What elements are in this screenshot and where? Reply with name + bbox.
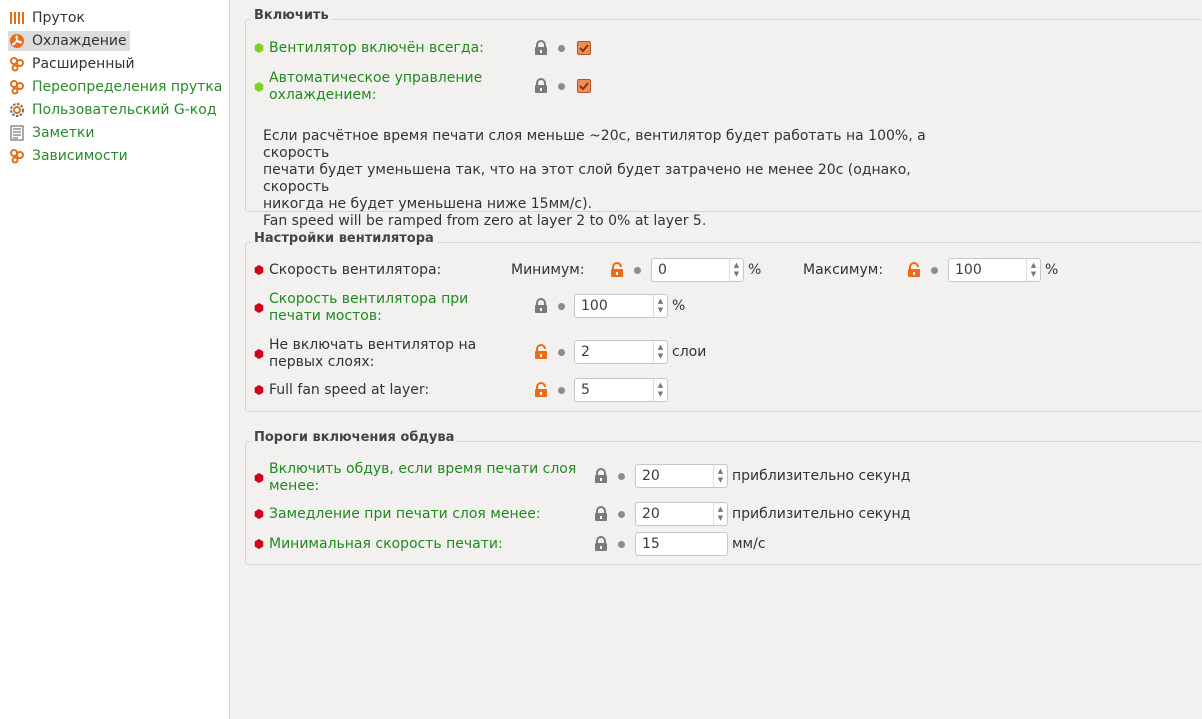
lock-closed-icon[interactable] — [534, 40, 548, 56]
min-print-speed-label: Минимальная скорость печати: — [269, 535, 503, 552]
sidebar-item-custom-gcode[interactable] — [8, 100, 220, 120]
group-cooling-thresholds — [245, 430, 1202, 565]
enable-fan-below-input[interactable] — [635, 464, 728, 488]
input-value: 100 — [581, 298, 608, 314]
percent-unit: % — [672, 298, 686, 314]
full-fan-speed-layer-label: Full fan speed at layer: — [269, 381, 430, 398]
label-line2: печати мостов: — [269, 308, 382, 324]
row-slowdown-below — [254, 502, 541, 526]
spin-arrows[interactable]: ▲ ▼ — [713, 465, 727, 487]
red-status-icon — [254, 385, 264, 395]
layers-unit: слои — [672, 344, 707, 360]
fan-speed-label: Скорость вентилятора: — [269, 261, 442, 278]
spin-arrows[interactable]: ▲ ▼ — [653, 341, 667, 363]
system-value-dot[interactable] — [618, 473, 625, 480]
bridge-fan-speed-label — [269, 291, 468, 325]
label-line2: менее: — [269, 478, 320, 494]
sidebar-item-label: Заметки — [32, 125, 95, 141]
label-line1: Включить обдув, если время печати слоя — [269, 461, 577, 477]
spin-arrows[interactable]: ▲ ▼ — [729, 259, 743, 281]
group-title: Включить — [251, 8, 332, 23]
slowdown-below-input[interactable] — [635, 502, 728, 526]
settings-panel — [245, 0, 1202, 719]
description-line: печати будет уменьшена так, что на этот слой будет затрачено не менее 20с (однако, скорость — [263, 162, 911, 195]
spin-arrows[interactable]: ▲ ▼ — [653, 379, 667, 401]
spin-arrows[interactable]: ▲ ▼ — [713, 503, 727, 525]
bridge-fan-speed-input[interactable] — [574, 294, 668, 318]
lock-open-icon[interactable] — [534, 344, 548, 360]
cooling-description — [263, 128, 963, 230]
label-line2: первых слоях: — [269, 354, 375, 370]
row-disable-fan-first-layers — [254, 336, 476, 372]
max-fan-speed-input[interactable] — [948, 258, 1041, 282]
min-label: Минимум: — [511, 262, 585, 278]
auto-cooling-checkbox[interactable] — [577, 79, 591, 93]
label-line1: Не включать вентилятор на — [269, 337, 477, 353]
lock-open-icon[interactable] — [534, 382, 548, 398]
auto-cooling-label-line1: Автоматическое управление — [269, 70, 483, 86]
cooling-fan-icon — [8, 32, 26, 50]
label-line1: Скорость вентилятора при — [269, 291, 469, 307]
group-fan-settings — [245, 231, 1202, 412]
group-title: Настройки вентилятора — [251, 231, 437, 246]
group-title: Пороги включения обдува — [251, 430, 457, 445]
min-fan-speed-input[interactable] — [651, 258, 744, 282]
sidebar-item-label: Охлаждение — [32, 33, 127, 49]
fan-always-on-checkbox[interactable] — [577, 41, 591, 55]
system-value-dot[interactable] — [558, 45, 565, 52]
spin-arrows[interactable]: ▲ ▼ — [1026, 259, 1040, 281]
spin-arrows[interactable]: ▲ ▼ — [653, 295, 667, 317]
sidebar-item-cooling[interactable] — [8, 31, 130, 51]
filament-icon — [8, 9, 26, 27]
lock-open-icon[interactable] — [907, 262, 921, 278]
seconds-unit: приблизительно секунд — [732, 506, 911, 522]
slowdown-below-label: Замедление при печати слоя менее: — [269, 505, 541, 522]
fan-always-on-label: Вентилятор включён всегда: — [269, 39, 484, 56]
row-min-print-speed — [254, 532, 503, 556]
overrides-cogs-icon — [8, 78, 26, 96]
red-status-icon — [254, 265, 264, 275]
sidebar-item-filament[interactable] — [8, 8, 88, 28]
input-value: 20 — [642, 506, 660, 522]
sidebar-item-label: Расширенный — [32, 56, 135, 72]
lock-closed-icon[interactable] — [534, 298, 548, 314]
row-fan-speed — [254, 258, 441, 282]
system-value-dot[interactable] — [634, 267, 641, 274]
percent-unit: % — [748, 262, 762, 278]
sidebar-item-label: Пруток — [32, 10, 85, 26]
sidebar-item-label: Пользовательский G-код — [32, 102, 217, 118]
description-line: никогда не будет уменьшена ниже 15мм/с). — [263, 196, 593, 212]
system-value-dot[interactable] — [931, 267, 938, 274]
description-line: Если расчётное время печати слоя меньше ~20с, вентилятор будет работать на 100%, а скорость — [263, 128, 926, 161]
system-value-dot[interactable] — [558, 349, 565, 356]
disable-fan-first-layers-label — [269, 337, 476, 371]
sidebar-item-dependencies[interactable] — [8, 146, 131, 166]
auto-cooling-label-line2: охлаждением: — [269, 87, 377, 103]
green-status-icon — [254, 82, 264, 92]
sidebar-item-advanced[interactable] — [8, 54, 138, 74]
advanced-cogs-icon — [8, 55, 26, 73]
input-value: 5 — [581, 382, 590, 398]
lock-closed-icon[interactable] — [594, 468, 608, 484]
description-line: Fan speed will be ramped from zero at layer 2 to 0% at layer 5. — [263, 213, 707, 229]
lock-closed-icon[interactable] — [594, 536, 608, 552]
sidebar-item-notes[interactable] — [8, 123, 97, 143]
system-value-dot[interactable] — [558, 83, 565, 90]
row-bridge-fan-speed — [254, 290, 468, 326]
red-status-icon — [254, 509, 264, 519]
system-value-dot[interactable] — [618, 511, 625, 518]
green-status-icon — [254, 43, 264, 53]
sidebar — [0, 0, 230, 719]
group-enable — [245, 8, 1202, 229]
row-full-fan-speed-layer — [254, 378, 429, 402]
notes-icon — [8, 124, 26, 142]
gcode-gear-icon — [8, 101, 26, 119]
red-status-icon — [254, 349, 264, 359]
sidebar-item-overrides[interactable] — [8, 77, 225, 97]
red-status-icon — [254, 473, 264, 483]
sidebar-item-label: Зависимости — [32, 148, 128, 164]
min-print-speed-input[interactable] — [635, 532, 728, 556]
speed-unit: мм/с — [732, 536, 766, 552]
system-value-dot[interactable] — [618, 541, 625, 548]
disable-fan-first-layers-input[interactable] — [574, 340, 668, 364]
input-value: 0 — [658, 262, 667, 278]
lock-closed-icon[interactable] — [534, 78, 548, 94]
dependencies-cogs-icon — [8, 147, 26, 165]
row-auto-cooling — [254, 70, 482, 104]
input-value: 20 — [642, 468, 660, 484]
red-status-icon — [254, 539, 264, 549]
row-enable-fan-below — [254, 460, 576, 496]
red-status-icon — [254, 303, 264, 313]
system-value-dot[interactable] — [558, 387, 565, 394]
seconds-unit: приблизительно секунд — [732, 468, 911, 484]
row-fan-always-on — [254, 36, 484, 60]
max-label: Максимум: — [803, 262, 884, 278]
full-fan-speed-layer-input[interactable] — [574, 378, 668, 402]
input-value: 15 — [642, 536, 660, 552]
input-value: 2 — [581, 344, 590, 360]
lock-closed-icon[interactable] — [594, 506, 608, 522]
sidebar-item-label: Переопределения прутка — [32, 79, 223, 95]
percent-unit: % — [1045, 262, 1059, 278]
input-value: 100 — [955, 262, 982, 278]
enable-fan-below-label — [269, 461, 576, 495]
lock-open-icon[interactable] — [610, 262, 624, 278]
system-value-dot[interactable] — [558, 303, 565, 310]
auto-cooling-label — [269, 70, 482, 104]
